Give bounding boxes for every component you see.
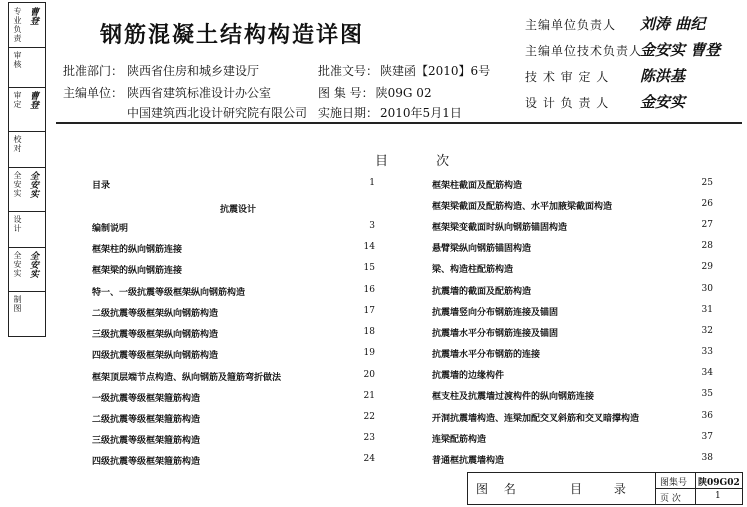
atlas-number-label: 图集号 [660,478,688,488]
toc-entry [92,285,375,297]
toc-entry-label: 目录 [92,181,111,191]
toc-entry-label: 抗震墙水平分布钢筋的连接 [432,350,541,360]
toc-entry [92,242,375,254]
toc-entry-label: 一级抗震等级框架箍筋构造 [92,394,201,404]
toc-entry-page: 38 [701,453,713,463]
toc-entry-label: 普通框抗震墙构造 [432,456,505,466]
toc-entry-page: 21 [363,391,375,401]
sidebar-label: 设计 [13,215,22,233]
atlas-number-value: 陕09G02 [698,478,740,488]
responsible-signature: 陈洪基 [640,67,686,85]
toc-entry-label: 开洞抗震墙构造、连梁加配交叉斜筋和交叉暗撑构造 [432,414,640,424]
toc-entry-label: 三级抗震等级框架箍筋构造 [92,436,201,446]
toc-entry-page: 1 [369,178,375,188]
toc-entry-label: 连梁配筋构造 [432,435,487,445]
toc-entry [92,454,375,466]
sidebar-label: 校对 [13,135,22,153]
sidebar-label: 审定 [13,91,22,109]
editor-unit-1: 主编单位： 陕西省建筑标准设计办公室 [63,86,272,100]
toc-entry [92,348,375,360]
sidebar-row [9,291,45,337]
responsible-signature: 金安实 曹登 [640,41,721,59]
toc-entry-label: 框架梁的纵向钢筋连接 [92,266,183,276]
sidebar-signature: 曹登 [28,7,38,25]
toc-entry [92,178,375,190]
toc-entry-page: 37 [701,432,713,442]
toc-entry-label: 特一、一级抗震等级框架纵向钢筋构造 [92,288,246,298]
toc-entry [432,199,713,211]
sidebar-row [9,131,45,168]
responsible-role: 主编单位技术负责人 [525,44,643,58]
toc-entry [432,284,713,296]
toc-entry [92,327,375,339]
toc-entry-label: 框支柱及抗震墙过渡构件的纵向钢筋连接 [432,392,595,402]
responsible-signature: 金安实 [640,93,686,111]
sidebar-row [9,247,45,292]
toc-entry-page: 28 [701,241,713,251]
responsible-role: 主编单位负责人 [525,18,617,32]
toc-entry-label: 框架梁变截面时纵向钢筋锚固构造 [432,223,568,233]
sidebar-row [9,211,45,248]
toc-entry [432,389,713,401]
toc-entry [432,432,713,444]
toc-entry-label: 抗震墙水平分布钢筋连接及锚固 [432,329,559,339]
title-block-divider [655,488,743,489]
toc-entry-label: 编制说明 [92,224,129,234]
toc-entry-label: 抗震墙竖向分布钢筋连接及锚固 [432,308,559,318]
implementation-date: 实施日期： 2010年5月1日 [318,106,462,120]
sidebar-label: 制图 [13,295,22,313]
toc-entry [92,263,375,275]
toc-entry [432,220,713,232]
sidebar-label: 全安实 [13,251,22,278]
header-divider [56,122,742,124]
responsible-signature: 刘涛 曲纪 [640,15,706,33]
toc-entry-page: 31 [701,305,713,315]
toc-entry-page: 32 [701,326,713,336]
toc-entry [432,326,713,338]
toc-entry [432,178,713,190]
toc-entry-label: 框架梁截面及配筋构造、水平加腋梁截面构造 [432,202,613,212]
toc-entry-label: 抗震墙的截面及配筋构造 [432,287,532,297]
toc-entry-page: 19 [363,348,375,358]
toc-entry [432,368,713,380]
toc-entry-page: 15 [363,263,375,273]
toc-entry-page: 35 [701,389,713,399]
responsible-role: 技 术 审 定 人 [525,70,610,84]
toc-entry [432,411,713,423]
toc-entry-label: 四级抗震等级框架箍筋构造 [92,457,201,467]
page-number: 1 [715,491,721,501]
toc-entry-label: 四级抗震等级框架纵向钢筋构造 [92,351,219,361]
toc-entry [432,305,713,317]
atlas-number: 图 集 号： 陕09G 02 [318,86,432,100]
section-heading: 抗震设计 [220,205,257,215]
approval-dept: 批准部门： 陕西省住房和城乡建设厅 [63,64,260,78]
toc-entry-page: 36 [701,411,713,421]
sidebar-signature: 全安实 [28,171,38,198]
toc-entry-label: 框架柱截面及配筋构造 [432,181,523,191]
sidebar-row [9,87,45,132]
toc-entry-label: 抗震墙的边缘构件 [432,371,505,381]
toc-entry [432,241,713,253]
responsible-role: 设 计 负 责 人 [525,96,610,110]
toc-entry [92,306,375,318]
toc-entry-page: 22 [363,412,375,422]
toc-entry-page: 18 [363,327,375,337]
toc-entry [432,347,713,359]
page-label: 页 次 [660,494,681,504]
toc-entry-label: 三级抗震等级框架纵向钢筋构造 [92,330,219,340]
toc-entry-page: 26 [701,199,713,209]
toc-entry-page: 25 [701,178,713,188]
toc-entry-page: 14 [363,242,375,252]
toc-entry [92,370,375,382]
toc-entry [92,391,375,403]
toc-entry-page: 3 [369,221,375,231]
sidebar-row [9,3,45,48]
toc-entry-page: 24 [363,454,375,464]
editor-unit-2: 中国建筑西北设计研究院有限公司 [127,106,308,120]
toc-entry-page: 16 [363,285,375,295]
toc-title: 目 次 [375,154,472,169]
toc-entry-page: 34 [701,368,713,378]
toc-entry-page: 29 [701,262,713,272]
sidebar-row [9,47,45,88]
approval-number: 批准文号： 陕建函【2010】6号 [318,64,491,78]
toc-entry [432,262,713,274]
drawing-name: 目 录 [570,482,640,496]
toc-entry-page: 17 [363,306,375,316]
toc-entry-label: 框架顶层端节点构造、纵向钢筋及箍筋弯折做法 [92,373,282,383]
toc-entry [92,433,375,445]
toc-entry-page: 20 [363,370,375,380]
sidebar-row [9,167,45,212]
toc-entry [92,412,375,424]
toc-entry-page: 27 [701,220,713,230]
sidebar-signature: 全安实 [28,251,38,278]
toc-entry-label: 梁、构造柱配筋构造 [432,265,514,275]
page-title: 钢筋混凝土结构构造详图 [100,22,365,48]
toc-entry-label: 框架柱的纵向钢筋连接 [92,245,183,255]
toc-entry [432,453,713,465]
toc-entry-label: 二级抗震等级框架箍筋构造 [92,415,201,425]
sidebar-signature: 曹登 [28,91,38,109]
sidebar-label: 专业负责 [13,7,22,43]
toc-entry-page: 30 [701,284,713,294]
toc-entry-label: 二级抗震等级框架纵向钢筋构造 [92,309,219,319]
sidebar-label: 全安实 [13,171,22,198]
signature-sidebar [8,2,46,337]
sidebar-label: 审核 [13,51,22,69]
toc-entry-page: 33 [701,347,713,357]
drawing-name-label: 图 名 [476,482,522,496]
toc-entry [92,221,375,233]
toc-entry-label: 悬臂梁纵向钢筋锚固构造 [432,244,532,254]
toc-entry-page: 23 [363,433,375,443]
